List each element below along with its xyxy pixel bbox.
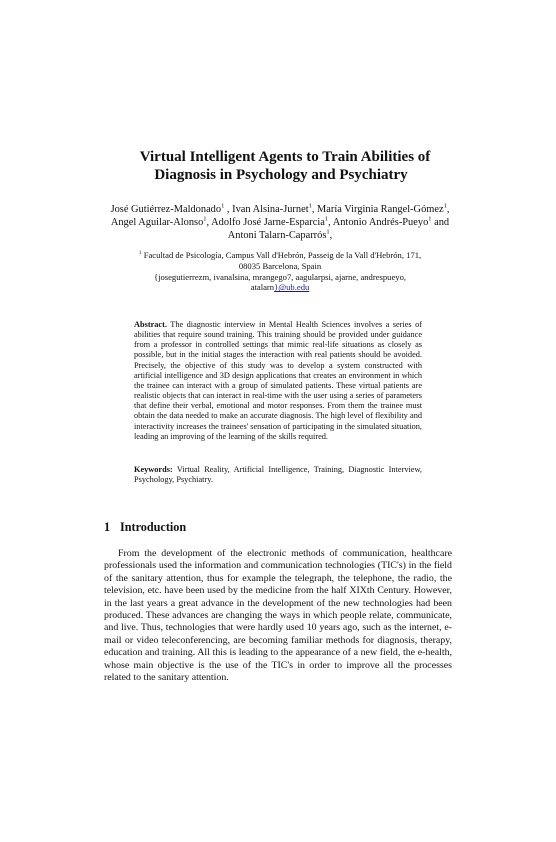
email-domain-link[interactable]: }@ub.edu — [274, 282, 310, 293]
author-affiliation-mark: 1 — [203, 215, 207, 223]
author-name: , María Virginia Rangel-Gómez — [311, 204, 444, 215]
affiliation-emails: {josegutierrezm, ivanalsina, mrangego7, aagularpsi, ajarne, andrespueyo, — [153, 271, 407, 282]
author-name: , Adolfo José Jarne-Esparcia — [206, 216, 325, 228]
author-affiliation-mark: 1 — [428, 215, 432, 223]
author-list-end: , — [329, 229, 333, 241]
author-affiliation-mark: 1 — [308, 202, 312, 210]
author-conjunction: and — [431, 216, 450, 228]
abstract-label: Abstract. — [134, 320, 167, 329]
affiliation-line: 08035 Barcelona, Spain — [238, 260, 322, 271]
title-line-1: Virtual Intelligent Agents to Train Abilities of — [139, 149, 431, 165]
author-list — [104, 204, 456, 242]
section-heading — [104, 520, 464, 534]
affiliation-mark: 1 — [138, 250, 142, 257]
author-affiliation-mark: 1 — [326, 228, 330, 236]
introduction-paragraph: From the development of the electronic methods of communication, healthcare professionals used the information and communication technologies (TIC's) in the field of the sanitary attention, thus for example the telegraph, the telephone, the radio, the television, etc. have been used by the medicine from the half XIXth Century. However, in the last years a great advance in the development of the new technologies had been produced. These advances are changing the ways in which people relate, communicate, and live. Thus, technologies that were hardly used 10 years ago, such as the internet, e-mail or video teleconferencing, are becoming familiar methods for diagnosis, therapy, education and training. All this is leading to the appearance of a new field, the e-health, whose main objective is the use of the TIC's in order to improve all the processes related to the sanitary attention. — [104, 548, 452, 684]
author-affiliation-mark: 1 — [324, 215, 329, 223]
author-name: , Antonio Andrés-Pueyo — [328, 216, 429, 228]
keywords-text: Virtual Reality, Artificial Intelligence, Training, Diagnostic Interview, Psychology, Psychiatry. — [134, 465, 422, 485]
affiliation-line: Facultad de Psicología, Campus Vall d'Hebrón, Passeig de la Vall d'Hebrón, 171, — [141, 250, 422, 260]
section-title: Introduction — [120, 520, 187, 534]
section-number: 1 — [104, 520, 111, 534]
author-name: , Ivan Alsina-Jurnet — [224, 204, 309, 215]
paper-title — [0, 148, 556, 184]
abstract — [134, 320, 422, 442]
keywords-label: Keywords: — [134, 465, 173, 474]
keywords — [134, 465, 422, 485]
author-name: , Angel Aguilar-Alonso — [110, 204, 450, 228]
author-name: José Gutiérrez-Maldonado — [110, 204, 222, 215]
author-name: Antoni Talarn-Caparrós — [227, 229, 327, 241]
affiliation-emails: atalarn — [250, 282, 275, 293]
title-line-2: Diagnosis in Psychology and Psychiatry — [154, 167, 408, 183]
abstract-text: The diagnostic interview in Mental Health Sciences involves a series of abilities that require sound training. This training should be provided under guidance from a professor in controlled settings that mimic real-life situations as closely as possible, but in the initial stages the interaction with real patients should be avoided. Precisely, the objective of this study was to develop a system constructed with artificial intelligence and 3D design applications that creates an environment in which the trainee can interact with a group of simulated patients. These virtual patients are realistic objects that can interact in real-time with the user using a series of parameters that define their verbal, emotional and motor responses. From them the trainee must obtain the data needed to make an accurate diagnosis. The high level of flexibility and interactivity increases the trainees' sensation of participating in the simulated situation, leading an improving of the learning of the skills required. — [134, 320, 422, 441]
author-affiliation-mark: 1 — [443, 202, 447, 210]
author-affiliation-mark: 1 — [221, 202, 225, 210]
affiliation-block — [130, 250, 430, 293]
